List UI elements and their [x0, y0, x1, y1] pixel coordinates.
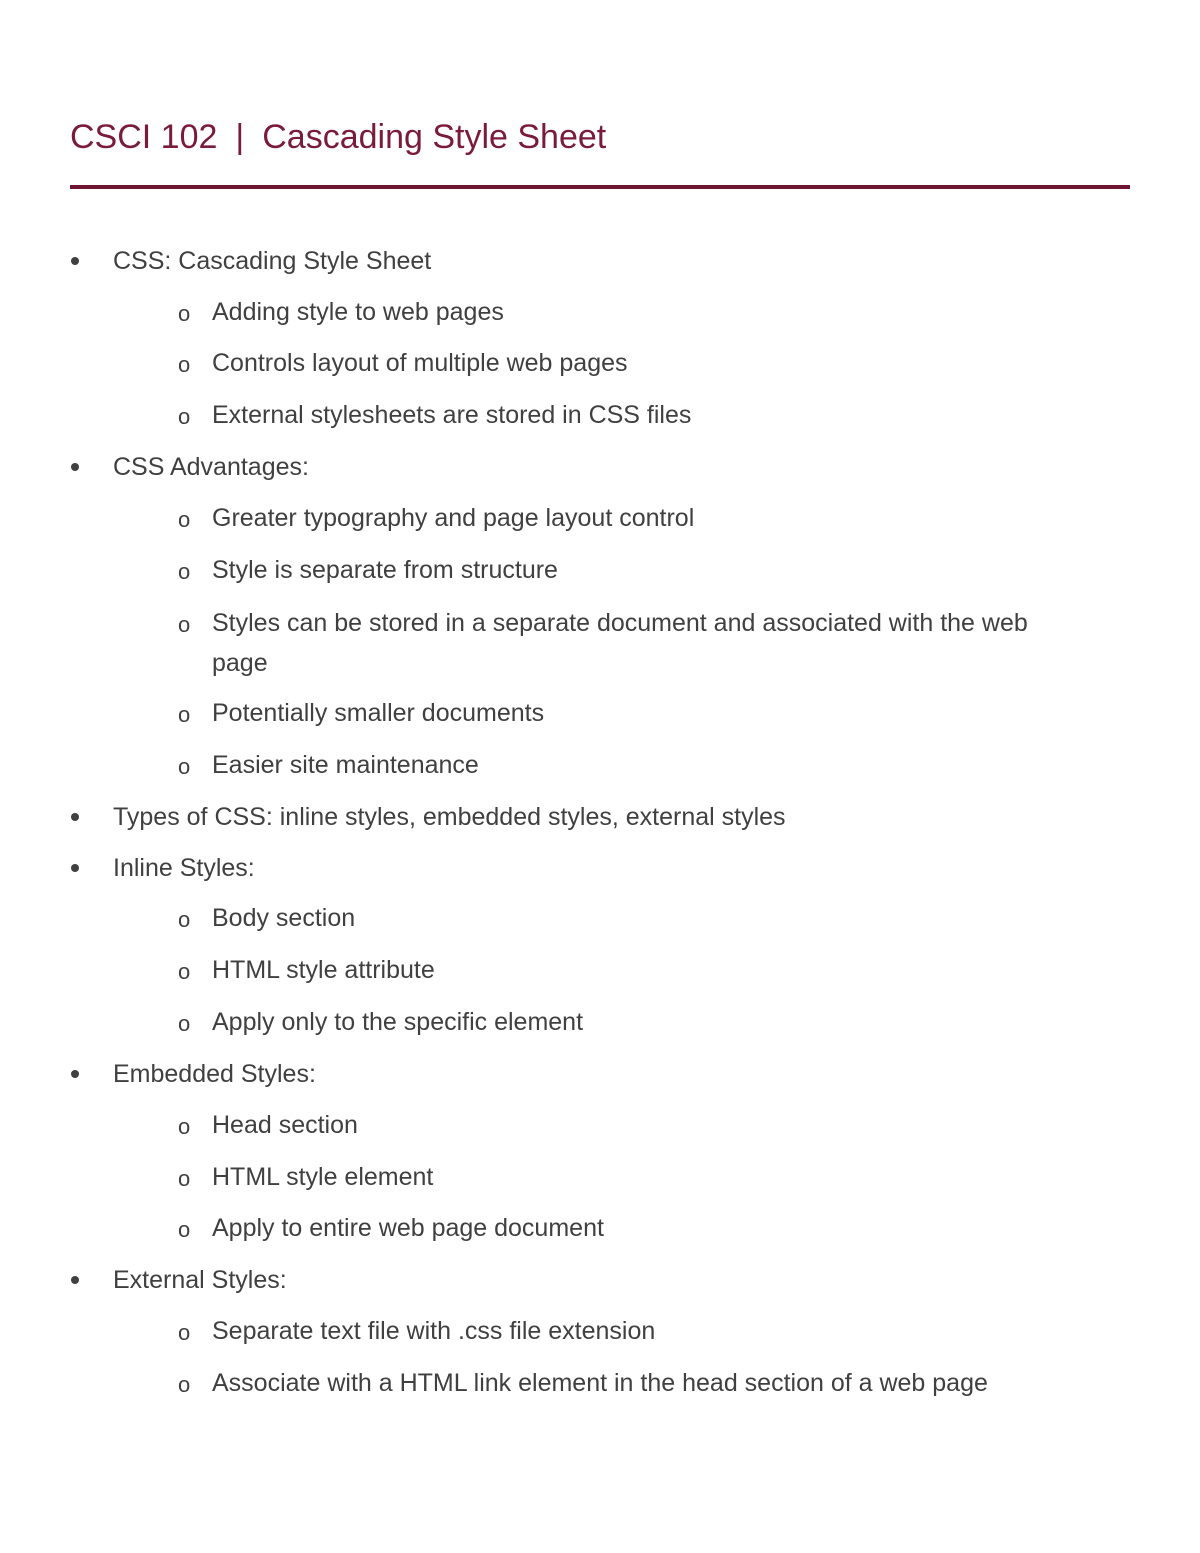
sub-bullet-icon: o [178, 507, 191, 532]
sub-list-item: Apply only to the specific element [212, 1008, 584, 1036]
sub-bullet-icon: o [178, 404, 191, 429]
bullet-icon [71, 463, 79, 471]
sub-bullet-icon: o [178, 612, 191, 637]
list-item: Types of CSS: inline styles, embedded styles, external styles [113, 803, 786, 831]
sub-list-item: Easier site maintenance [212, 751, 479, 779]
bullet-icon [71, 257, 79, 265]
sub-bullet-icon: o [178, 1372, 191, 1397]
sub-list-item: Styles can be stored in a separate document and associated with the web [212, 609, 1028, 637]
sub-list-item: HTML style attribute [212, 956, 435, 984]
bullet-icon [71, 1276, 79, 1284]
list-item: CSS: Cascading Style Sheet [113, 247, 432, 275]
topic-title: Cascading Style Sheet [262, 118, 607, 156]
sub-bullet-icon: o [178, 352, 191, 377]
title-separator: | [235, 118, 245, 156]
sub-list-item: Greater typography and page layout control [212, 504, 695, 532]
sub-bullet-icon: o [178, 702, 191, 727]
sub-list-item: Adding style to web pages [212, 298, 504, 326]
sub-bullet-icon: o [178, 1114, 191, 1139]
bullet-icon [71, 813, 79, 821]
list-item: Inline Styles: [113, 854, 255, 882]
sub-list-item: External stylesheets are stored in CSS files [212, 401, 692, 429]
page-title [70, 118, 606, 157]
sub-bullet-icon: o [178, 559, 191, 584]
sub-bullet-icon: o [178, 1166, 191, 1191]
sub-bullet-icon: o [178, 301, 191, 326]
sub-bullet-icon: o [178, 1320, 191, 1345]
sub-bullet-icon: o [178, 907, 191, 932]
sub-list-item: Style is separate from structure [212, 556, 558, 584]
course-code: CSCI 102 [70, 118, 218, 156]
sub-list-item: Apply to entire web page document [212, 1214, 604, 1242]
title-divider [70, 185, 1130, 189]
list-item: External Styles: [113, 1266, 287, 1294]
sub-list-item: Associate with a HTML link element in the head section of a web page [212, 1369, 988, 1397]
bullet-icon [71, 864, 79, 872]
bullet-icon [71, 1070, 79, 1078]
sub-bullet-icon: o [178, 959, 191, 984]
sub-list-item: Controls layout of multiple web pages [212, 349, 628, 377]
list-item: CSS Advantages: [113, 453, 309, 481]
sub-bullet-icon: o [178, 754, 191, 779]
sub-list-item: Potentially smaller documents [212, 699, 545, 727]
list-item: Embedded Styles: [113, 1060, 316, 1088]
sub-bullet-icon: o [178, 1217, 191, 1242]
sub-bullet-icon: o [178, 1011, 191, 1036]
sub-list-item: Body section [212, 904, 356, 932]
sub-list-item: HTML style element [212, 1163, 434, 1191]
sub-list-item-continuation: page [212, 649, 268, 677]
sub-list-item: Separate text file with .css file extension [212, 1317, 656, 1345]
sub-list-item: Head section [212, 1111, 358, 1139]
